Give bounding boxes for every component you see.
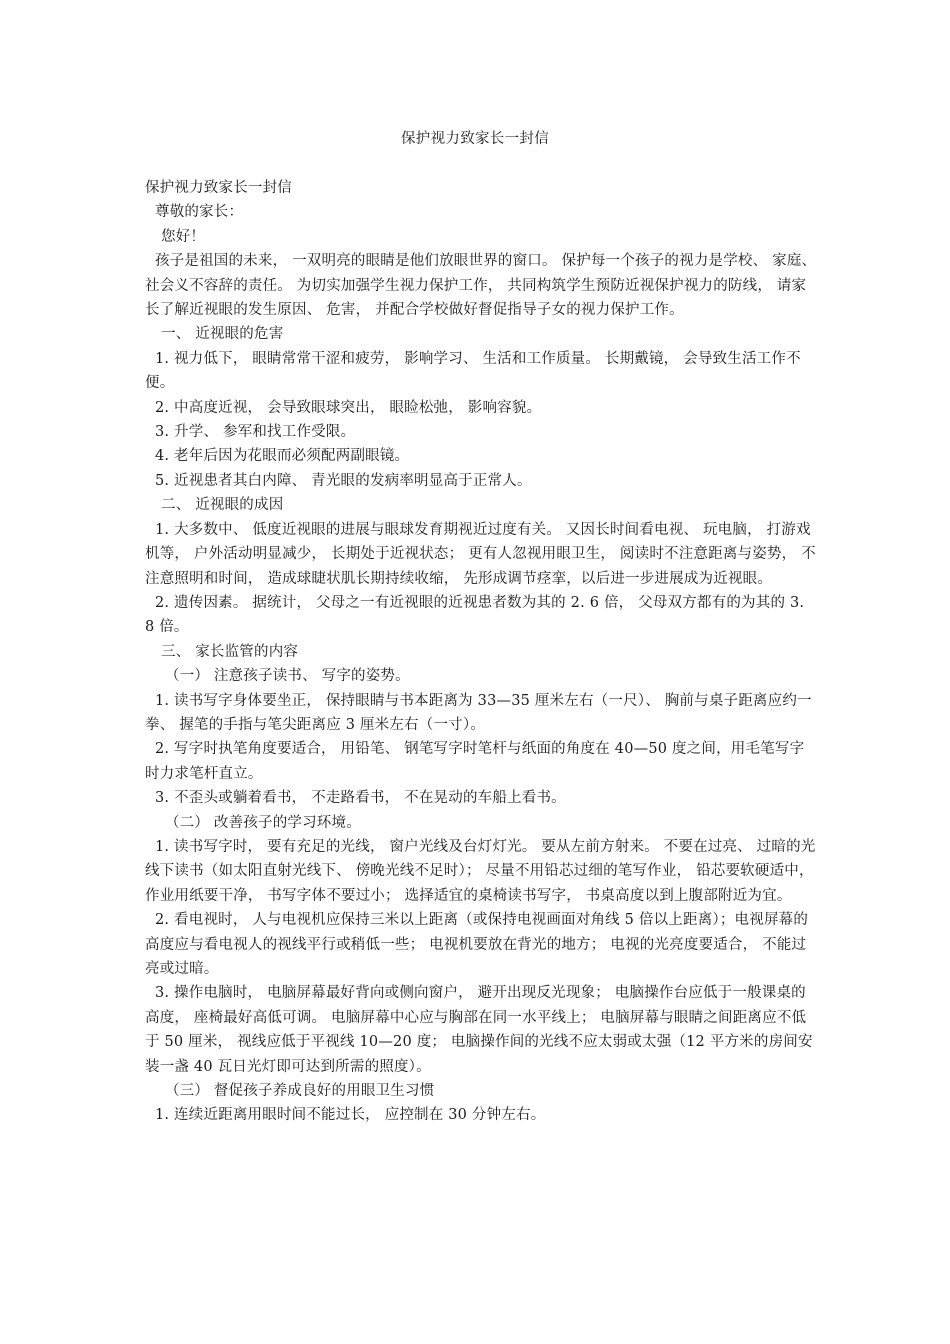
paragraph: 3. 不歪头或躺着看书， 不走路看书， 不在晃动的车船上看书。 [155, 790, 566, 807]
paragraph: （二） 改善孩子的学习环境。 [165, 814, 361, 831]
paragraph: 尊敬的家长： [155, 204, 244, 221]
paragraph: 一、 近视眼的危害 [161, 326, 284, 343]
paragraph: 1. 连续近距离用眼时间不能过长， 应控制在 30 分钟左右。 [155, 1107, 546, 1124]
paragraph: 2. 看电视时， 人与电视机应保持三米以上距离（或保持电视画面对角线 5 倍以上距离）；电视屏幕的高度应与看电视人的视线平行或稍低一些； 电视机要放在背光的地方； 电视的光亮度要适合， 不能过亮或过暗。 [145, 912, 809, 977]
paragraph: 3. 操作电脑时， 电脑屏幕最好背向或侧向窗户， 避开出现反光现象； 电脑操作台应低于一般课桌的高度， 座椅最好高低可调。 电脑屏幕中心应与胸部在同一水平线上； 电脑屏幕与眼睛之间距离应不低于 50 厘米， 视线应低于平视线 10—20 度； 电脑操作间的光线不应太弱或太强（12 平方米的房间安装一盏 40 瓦日光灯即可达到所需的照度）。 [145, 985, 813, 1075]
paragraph: 1. 读书写字时， 要有充足的光线， 窗户光线及台灯灯光。 要从左前方射来。 不要在过亮、 过暗的光线下读书（如太阳直射光线下、 傍晚光线不足时）； 尽量不用铅芯过细的笔写作业， 铅芯要软硬适中， 作业用纸要干净， 书写字体不要过小； 选择适宜的桌椅读书写字， 书桌高度以到上腹部附近为宜。 [145, 838, 816, 904]
paragraph: 您好！ [161, 228, 206, 245]
paragraph: 4. 老年后因为花眼而必须配两副眼镜。 [155, 448, 410, 465]
paragraph: 5. 近视患者其白内障、 青光眼的发病率明显高于正常人。 [155, 472, 532, 489]
paragraph: 1. 读书写字身体要坐正， 保持眼睛与书本距离为 33—35 厘米左右（一尺）、 胸前与桌子距离应约一拳、 握笔的手指与笔尖距离应 3 厘米左右（一寸）。 [145, 692, 812, 733]
document-title: 保护视力致家长一封信 [401, 131, 549, 147]
paragraph: 1. 视力低下， 眼睛常常干涩和疲劳， 影响学习、 生活和工作质量。 长期戴镜， 会导致生活工作不便。 [145, 350, 801, 392]
paragraph: （三） 督促孩子养成良好的用眼卫生习惯 [165, 1083, 435, 1100]
paragraph: 二、 近视眼的成因 [161, 497, 284, 514]
paragraph: 保护视力致家长一封信 [145, 180, 292, 196]
paragraph: 孩子是祖国的未来， 一双明亮的眼睛是他们放眼世界的窗口。 保护每一个孩子的视力是学校、 家庭、 社会义不容辞的责任。 为切实加强学生视力保护工作， 共同构筑学生预防近视保护视力的防线， 请家长了解近视眼的发生原因、 危害， 并配合学校做好督促指导子女的视力保护工作。 [145, 253, 817, 319]
paragraph: 三、 家长监管的内容 [161, 643, 299, 660]
paragraph: 2. 遗传因素。 据统计， 父母之一有近视眼的近视患者数为其的 2. 6 倍， 父母双方都有的为其的 3. 8 倍。 [145, 594, 805, 636]
paragraph: 3. 升学、 参军和找工作受限。 [155, 424, 356, 441]
paragraph: （一） 注意孩子读书、 写字的姿势。 [165, 668, 410, 685]
paragraph: 1. 大多数中、 低度近视眼的进展与眼球发育期视近过度有关。 又因长时间看电视、 玩电脑， 打游戏机等， 户外活动明显减少， 长期处于近视状态； 更有人忽视用眼卫生， 阅读时不注意距离与姿势， 不注意照明和时间， 造成球睫状肌长期持续收缩， 先形成调节痉挛，以后进一步进展成为近视眼。 [145, 521, 816, 587]
paragraph: 2. 中高度近视， 会导致眼球突出， 眼睑松弛， 影响容貌。 [155, 399, 542, 416]
document-body [145, 176, 817, 1128]
paragraph: 2. 写字时执笔角度要适合， 用铅笔、 钢笔写字时笔杆与纸面的角度在 40—50 度之间，用毛笔写字时力求笔杆直立。 [145, 741, 805, 782]
